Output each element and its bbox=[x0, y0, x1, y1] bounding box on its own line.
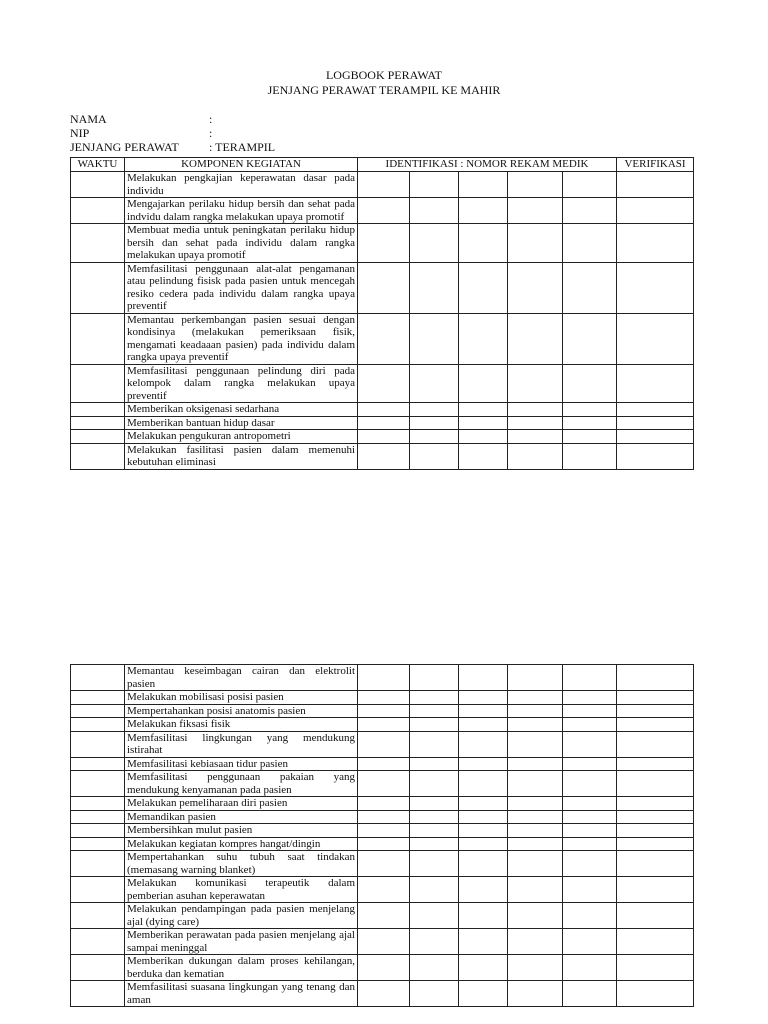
table-row bbox=[71, 955, 694, 981]
record-number-cell[interactable] bbox=[410, 903, 459, 929]
activity-cell: Melakukan komunikasi terapeutik dalam pemberian asuhan keperawatan bbox=[125, 877, 358, 903]
time-cell[interactable] bbox=[71, 665, 125, 691]
record-number-cell[interactable] bbox=[563, 837, 617, 851]
record-number-cell[interactable] bbox=[508, 837, 563, 851]
table-row bbox=[71, 718, 694, 732]
record-number-cell[interactable] bbox=[410, 877, 459, 903]
record-number-cell[interactable] bbox=[508, 851, 563, 877]
time-cell[interactable] bbox=[71, 877, 125, 903]
activity-cell: Mempertahankan posisi anatomis pasien bbox=[125, 704, 358, 718]
verification-cell[interactable] bbox=[617, 824, 694, 838]
record-number-cell[interactable] bbox=[358, 313, 410, 364]
record-number-cell[interactable] bbox=[459, 810, 508, 824]
record-number-cell[interactable] bbox=[459, 955, 508, 981]
table-row bbox=[71, 443, 694, 469]
record-number-cell[interactable] bbox=[459, 837, 508, 851]
record-number-cell[interactable] bbox=[563, 364, 617, 403]
verification-cell[interactable] bbox=[617, 172, 694, 198]
record-number-cell[interactable] bbox=[358, 877, 410, 903]
activity-cell: Memfasilitasi penggunaan pelindung diri pada kelompok dalam rangka melakukan upaya preventif bbox=[125, 364, 358, 403]
record-number-cell[interactable] bbox=[563, 903, 617, 929]
verification-cell[interactable] bbox=[617, 403, 694, 417]
time-cell[interactable] bbox=[71, 718, 125, 732]
record-number-cell[interactable] bbox=[358, 757, 410, 771]
record-number-cell[interactable] bbox=[508, 665, 563, 691]
activity-cell: Memantau keseimbagan cairan dan elektrolit pasien bbox=[125, 665, 358, 691]
record-number-cell[interactable] bbox=[508, 198, 563, 224]
record-number-cell[interactable] bbox=[358, 172, 410, 198]
time-cell[interactable] bbox=[71, 172, 125, 198]
table-row bbox=[71, 313, 694, 364]
time-cell[interactable] bbox=[71, 797, 125, 811]
record-number-cell[interactable] bbox=[358, 810, 410, 824]
table-row bbox=[71, 797, 694, 811]
verification-cell[interactable] bbox=[617, 903, 694, 929]
table-row bbox=[71, 981, 694, 1007]
record-number-cell[interactable] bbox=[563, 731, 617, 757]
record-number-cell[interactable] bbox=[508, 403, 563, 417]
time-cell[interactable] bbox=[71, 691, 125, 705]
record-number-cell[interactable] bbox=[563, 665, 617, 691]
record-number-cell[interactable] bbox=[563, 824, 617, 838]
record-number-cell[interactable] bbox=[410, 198, 459, 224]
record-number-cell[interactable] bbox=[563, 403, 617, 417]
record-number-cell[interactable] bbox=[563, 704, 617, 718]
record-number-cell[interactable] bbox=[459, 704, 508, 718]
field-value: : TERAMPIL bbox=[209, 140, 276, 154]
activity-cell: Melakukan pendampingan pada pasien menjelang ajal (dying care) bbox=[125, 903, 358, 929]
record-number-cell[interactable] bbox=[410, 224, 459, 263]
record-number-cell[interactable] bbox=[358, 403, 410, 417]
record-number-cell[interactable] bbox=[459, 929, 508, 955]
time-cell[interactable] bbox=[71, 430, 125, 444]
table-row bbox=[71, 704, 694, 718]
verification-cell[interactable] bbox=[617, 416, 694, 430]
verification-cell[interactable] bbox=[617, 198, 694, 224]
record-number-cell[interactable] bbox=[508, 224, 563, 263]
table-row bbox=[71, 851, 694, 877]
verification-cell[interactable] bbox=[617, 955, 694, 981]
verification-cell[interactable] bbox=[617, 718, 694, 732]
record-number-cell[interactable] bbox=[459, 262, 508, 313]
logbook-title: LOGBOOK PERAWAT bbox=[325, 68, 443, 82]
verification-cell[interactable] bbox=[617, 313, 694, 364]
time-cell[interactable] bbox=[71, 929, 125, 955]
verification-cell[interactable] bbox=[617, 731, 694, 757]
record-number-cell[interactable] bbox=[459, 824, 508, 838]
record-number-cell[interactable] bbox=[563, 443, 617, 469]
table-row bbox=[71, 416, 694, 430]
table-row bbox=[71, 731, 694, 757]
record-number-cell[interactable] bbox=[358, 837, 410, 851]
record-number-cell[interactable] bbox=[508, 903, 563, 929]
field-label: NAMA bbox=[70, 112, 107, 126]
verification-cell[interactable] bbox=[617, 929, 694, 955]
time-cell[interactable] bbox=[71, 704, 125, 718]
field-jenjang bbox=[70, 140, 470, 154]
record-number-cell[interactable] bbox=[358, 691, 410, 705]
column-header-activity: KOMPONEN KEGIATAN bbox=[125, 158, 358, 172]
record-number-cell[interactable] bbox=[410, 851, 459, 877]
table-header-row bbox=[71, 158, 694, 172]
record-number-cell[interactable] bbox=[508, 416, 563, 430]
activity-cell: Mempertahankan suhu tubuh saat tindakan (memasang warning blanket) bbox=[125, 851, 358, 877]
record-number-cell[interactable] bbox=[410, 313, 459, 364]
record-number-cell[interactable] bbox=[508, 929, 563, 955]
record-number-cell[interactable] bbox=[358, 430, 410, 444]
record-number-cell[interactable] bbox=[563, 929, 617, 955]
record-number-cell[interactable] bbox=[563, 797, 617, 811]
table-row bbox=[71, 224, 694, 263]
table-row bbox=[71, 837, 694, 851]
verification-cell[interactable] bbox=[617, 797, 694, 811]
verification-cell[interactable] bbox=[617, 430, 694, 444]
record-number-cell[interactable] bbox=[563, 810, 617, 824]
record-number-cell[interactable] bbox=[563, 877, 617, 903]
record-number-cell[interactable] bbox=[410, 262, 459, 313]
activity-cell: Memfasilitasi kebiasaan tidur pasien bbox=[125, 757, 358, 771]
table-row bbox=[71, 262, 694, 313]
column-header-verification: VERIFIKASI bbox=[617, 158, 694, 172]
time-cell[interactable] bbox=[71, 981, 125, 1007]
record-number-cell[interactable] bbox=[410, 430, 459, 444]
record-number-cell[interactable] bbox=[358, 797, 410, 811]
logbook-table-page-2 bbox=[70, 664, 694, 1007]
activity-cell: Melakukan fiksasi fisik bbox=[125, 718, 358, 732]
activity-cell: Memandikan pasien bbox=[125, 810, 358, 824]
logbook-table-page-1 bbox=[70, 157, 694, 470]
record-number-cell[interactable] bbox=[508, 955, 563, 981]
verification-cell[interactable] bbox=[617, 771, 694, 797]
record-number-cell[interactable] bbox=[358, 198, 410, 224]
record-number-cell[interactable] bbox=[358, 364, 410, 403]
record-number-cell[interactable] bbox=[508, 704, 563, 718]
time-cell[interactable] bbox=[71, 903, 125, 929]
record-number-cell[interactable] bbox=[459, 403, 508, 417]
verification-cell[interactable] bbox=[617, 691, 694, 705]
record-number-cell[interactable] bbox=[358, 665, 410, 691]
record-number-cell[interactable] bbox=[459, 903, 508, 929]
record-number-cell[interactable] bbox=[459, 757, 508, 771]
record-number-cell[interactable] bbox=[508, 691, 563, 705]
activity-cell: Melakukan kegiatan kompres hangat/dingin bbox=[125, 837, 358, 851]
verification-cell[interactable] bbox=[617, 665, 694, 691]
verification-cell[interactable] bbox=[617, 757, 694, 771]
record-number-cell[interactable] bbox=[563, 718, 617, 732]
table-row bbox=[71, 364, 694, 403]
record-number-cell[interactable] bbox=[459, 665, 508, 691]
record-number-cell[interactable] bbox=[410, 797, 459, 811]
record-number-cell[interactable] bbox=[410, 837, 459, 851]
record-number-cell[interactable] bbox=[508, 731, 563, 757]
record-number-cell[interactable] bbox=[358, 771, 410, 797]
activity-cell: Memfasilitasi suasana lingkungan yang tenang dan aman bbox=[125, 981, 358, 1007]
time-cell[interactable] bbox=[71, 837, 125, 851]
record-number-cell[interactable] bbox=[410, 172, 459, 198]
record-number-cell[interactable] bbox=[508, 430, 563, 444]
record-number-cell[interactable] bbox=[358, 981, 410, 1007]
record-number-cell[interactable] bbox=[459, 430, 508, 444]
record-number-cell[interactable] bbox=[410, 810, 459, 824]
time-cell[interactable] bbox=[71, 955, 125, 981]
record-number-cell[interactable] bbox=[563, 224, 617, 263]
record-number-cell[interactable] bbox=[563, 172, 617, 198]
record-number-cell[interactable] bbox=[508, 313, 563, 364]
time-cell[interactable] bbox=[71, 443, 125, 469]
time-cell[interactable] bbox=[71, 851, 125, 877]
record-number-cell[interactable] bbox=[358, 224, 410, 263]
record-number-cell[interactable] bbox=[563, 313, 617, 364]
record-number-cell[interactable] bbox=[508, 810, 563, 824]
time-cell[interactable] bbox=[71, 364, 125, 403]
record-number-cell[interactable] bbox=[563, 430, 617, 444]
record-number-cell[interactable] bbox=[459, 731, 508, 757]
record-number-cell[interactable] bbox=[410, 416, 459, 430]
record-number-cell[interactable] bbox=[459, 691, 508, 705]
record-number-cell[interactable] bbox=[358, 731, 410, 757]
record-number-cell[interactable] bbox=[459, 198, 508, 224]
table-row bbox=[71, 771, 694, 797]
table-row bbox=[71, 691, 694, 705]
record-number-cell[interactable] bbox=[358, 704, 410, 718]
verification-cell[interactable] bbox=[617, 443, 694, 469]
verification-cell[interactable] bbox=[617, 877, 694, 903]
record-number-cell[interactable] bbox=[508, 981, 563, 1007]
record-number-cell[interactable] bbox=[508, 364, 563, 403]
table-row bbox=[71, 929, 694, 955]
record-number-cell[interactable] bbox=[358, 824, 410, 838]
record-number-cell[interactable] bbox=[508, 172, 563, 198]
table-row bbox=[71, 430, 694, 444]
record-number-cell[interactable] bbox=[459, 416, 508, 430]
field-label: NIP bbox=[70, 126, 90, 140]
record-number-cell[interactable] bbox=[459, 797, 508, 811]
time-cell[interactable] bbox=[71, 416, 125, 430]
record-number-cell[interactable] bbox=[410, 665, 459, 691]
record-number-cell[interactable] bbox=[358, 443, 410, 469]
table-row bbox=[71, 903, 694, 929]
record-number-cell[interactable] bbox=[563, 757, 617, 771]
record-number-cell[interactable] bbox=[508, 757, 563, 771]
record-number-cell[interactable] bbox=[358, 955, 410, 981]
record-number-cell[interactable] bbox=[508, 877, 563, 903]
record-number-cell[interactable] bbox=[563, 771, 617, 797]
record-number-cell[interactable] bbox=[358, 416, 410, 430]
activity-cell: Melakukan pengkajian keperawatan dasar pada individu bbox=[125, 172, 358, 198]
table-row bbox=[71, 172, 694, 198]
activity-cell: Memfasilitasi lingkungan yang mendukung istirahat bbox=[125, 731, 358, 757]
record-number-cell[interactable] bbox=[410, 403, 459, 417]
record-number-cell[interactable] bbox=[410, 691, 459, 705]
record-number-cell[interactable] bbox=[459, 851, 508, 877]
field-nip bbox=[70, 126, 470, 140]
record-number-cell[interactable] bbox=[358, 262, 410, 313]
record-number-cell[interactable] bbox=[358, 929, 410, 955]
field-value: : bbox=[209, 126, 213, 140]
record-number-cell[interactable] bbox=[459, 877, 508, 903]
time-cell[interactable] bbox=[71, 313, 125, 364]
record-number-cell[interactable] bbox=[410, 824, 459, 838]
record-number-cell[interactable] bbox=[410, 981, 459, 1007]
record-number-cell[interactable] bbox=[508, 443, 563, 469]
record-number-cell[interactable] bbox=[358, 851, 410, 877]
record-number-cell[interactable] bbox=[410, 757, 459, 771]
record-number-cell[interactable] bbox=[410, 731, 459, 757]
verification-cell[interactable] bbox=[617, 704, 694, 718]
record-number-cell[interactable] bbox=[508, 718, 563, 732]
record-number-cell[interactable] bbox=[410, 771, 459, 797]
record-number-cell[interactable] bbox=[459, 364, 508, 403]
field-label: JENJANG PERAWAT bbox=[70, 140, 179, 154]
time-cell[interactable] bbox=[71, 771, 125, 797]
column-header-time: WAKTU bbox=[71, 158, 125, 172]
record-number-cell[interactable] bbox=[508, 824, 563, 838]
time-cell[interactable] bbox=[71, 824, 125, 838]
record-number-cell[interactable] bbox=[459, 718, 508, 732]
logbook-subtitle: JENJANG PERAWAT TERAMPIL KE MAHIR bbox=[267, 83, 501, 97]
activity-cell: Melakukan pengukuran antropometri bbox=[125, 430, 358, 444]
activity-cell: Memberikan bantuan hidup dasar bbox=[125, 416, 358, 430]
table-row bbox=[71, 810, 694, 824]
record-number-cell[interactable] bbox=[459, 224, 508, 263]
activity-cell: Membersihkan mulut pasien bbox=[125, 824, 358, 838]
record-number-cell[interactable] bbox=[508, 771, 563, 797]
record-number-cell[interactable] bbox=[459, 172, 508, 198]
record-number-cell[interactable] bbox=[410, 704, 459, 718]
time-cell[interactable] bbox=[71, 731, 125, 757]
record-number-cell[interactable] bbox=[410, 718, 459, 732]
time-cell[interactable] bbox=[71, 224, 125, 263]
record-number-cell[interactable] bbox=[410, 955, 459, 981]
verification-cell[interactable] bbox=[617, 981, 694, 1007]
record-number-cell[interactable] bbox=[563, 691, 617, 705]
activity-cell: Memantau perkembangan pasien sesuai dengan kondisinya (melakukan pemeriksaan fisik, mengamati keadaaan pasien) pada individu dalam rangka upaya preventif bbox=[125, 313, 358, 364]
verification-cell[interactable] bbox=[617, 851, 694, 877]
activity-cell: Melakukan pemeliharaan diri pasien bbox=[125, 797, 358, 811]
record-number-cell[interactable] bbox=[459, 771, 508, 797]
activity-cell: Melakukan mobilisasi posisi pasien bbox=[125, 691, 358, 705]
record-number-cell[interactable] bbox=[358, 903, 410, 929]
record-number-cell[interactable] bbox=[563, 955, 617, 981]
activity-cell: Melakukan fasilitasi pasien dalam memenuhi kebutuhan eliminasi bbox=[125, 443, 358, 469]
record-number-cell[interactable] bbox=[508, 797, 563, 811]
record-number-cell[interactable] bbox=[459, 981, 508, 1007]
table-row bbox=[71, 198, 694, 224]
record-number-cell[interactable] bbox=[410, 364, 459, 403]
identity-fields bbox=[70, 112, 470, 154]
activity-cell: Memberikan perawatan pada pasien menjelang ajal sampai meninggal bbox=[125, 929, 358, 955]
time-cell[interactable] bbox=[71, 262, 125, 313]
record-number-cell[interactable] bbox=[459, 313, 508, 364]
record-number-cell[interactable] bbox=[410, 929, 459, 955]
table-row bbox=[71, 665, 694, 691]
activity-cell: Memfasilitasi penggunaan alat-alat pengamanan atau pelindung fisisk pada pasien untuk mencegah resiko cedera pada individu dalam rangka upaya preventif bbox=[125, 262, 358, 313]
time-cell[interactable] bbox=[71, 757, 125, 771]
record-number-cell[interactable] bbox=[459, 443, 508, 469]
verification-cell[interactable] bbox=[617, 837, 694, 851]
activity-cell: Membuat media untuk peningkatan perilaku hidup bersih dan sehat pada individu dalam rangka melakukan upaya promotif bbox=[125, 224, 358, 263]
record-number-cell[interactable] bbox=[358, 718, 410, 732]
time-cell[interactable] bbox=[71, 810, 125, 824]
verification-cell[interactable] bbox=[617, 262, 694, 313]
record-number-cell[interactable] bbox=[508, 262, 563, 313]
column-header-identification: IDENTIFIKASI : NOMOR REKAM MEDIK bbox=[358, 158, 617, 172]
table-row bbox=[71, 824, 694, 838]
record-number-cell[interactable] bbox=[563, 981, 617, 1007]
verification-cell[interactable] bbox=[617, 810, 694, 824]
activity-cell: Mengajarkan perilaku hidup bersih dan sehat pada indvidu dalam rangka melakukan upaya promotif bbox=[125, 198, 358, 224]
field-value: : bbox=[209, 112, 213, 126]
time-cell[interactable] bbox=[71, 198, 125, 224]
time-cell[interactable] bbox=[71, 403, 125, 417]
verification-cell[interactable] bbox=[617, 364, 694, 403]
table-row bbox=[71, 877, 694, 903]
record-number-cell[interactable] bbox=[563, 262, 617, 313]
table-row bbox=[71, 757, 694, 771]
activity-cell: Memberikan oksigenasi sedarhana bbox=[125, 403, 358, 417]
record-number-cell[interactable] bbox=[563, 416, 617, 430]
field-nama bbox=[70, 112, 470, 126]
verification-cell[interactable] bbox=[617, 224, 694, 263]
table-row bbox=[71, 403, 694, 417]
record-number-cell[interactable] bbox=[563, 198, 617, 224]
record-number-cell[interactable] bbox=[410, 443, 459, 469]
activity-cell: Memberikan dukungan dalam proses kehilangan, berduka dan kematian bbox=[125, 955, 358, 981]
record-number-cell[interactable] bbox=[563, 851, 617, 877]
activity-cell: Memfasilitasi penggunaan pakaian yang mendukung kenyamanan pada pasien bbox=[125, 771, 358, 797]
